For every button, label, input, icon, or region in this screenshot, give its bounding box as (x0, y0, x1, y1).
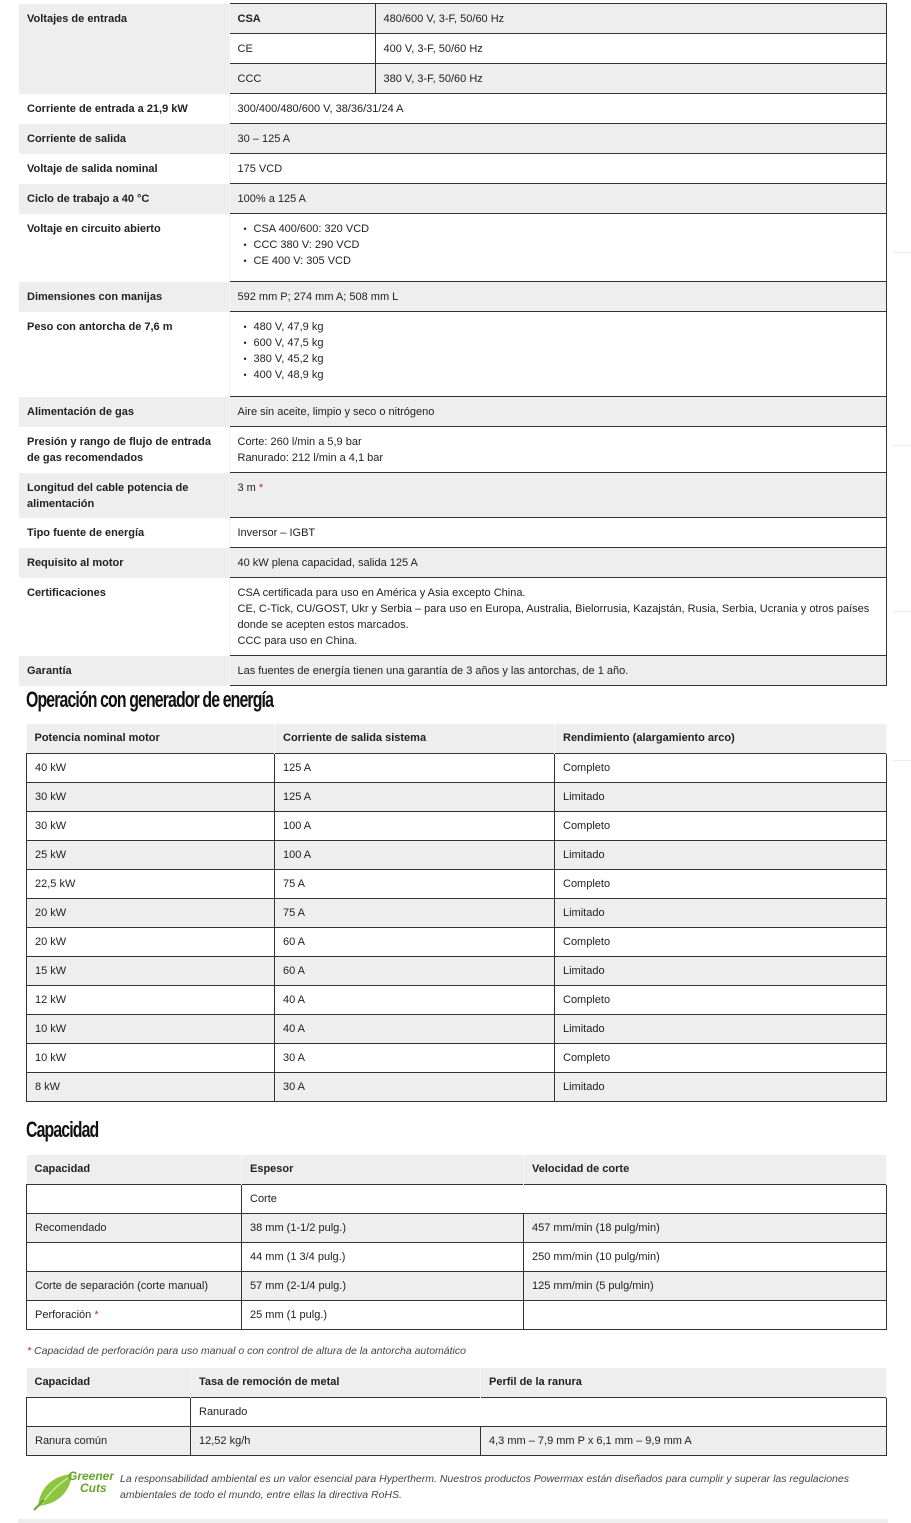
table-cell: Completo (555, 927, 887, 956)
table-header-row (27, 1368, 887, 1397)
table-cell: Limitado (555, 782, 887, 811)
table-cell: 30 kW (27, 782, 275, 811)
text-line: CSA certificada para uso en América y Asia excepto China. (237, 587, 526, 599)
column-header: Capacidad (27, 1155, 242, 1184)
table-cell: 22,5 kW (27, 869, 275, 898)
section-title-capacity: Capacidad (26, 1117, 99, 1142)
spec-value: 380 V, 3-F, 50/60 Hz (375, 64, 886, 94)
table-cell: 30 kW (27, 811, 275, 840)
table-row (27, 1043, 887, 1072)
spec-value: 40 kW plena capacidad, salida 125 A (229, 548, 886, 578)
column-header: Capacidad (27, 1368, 191, 1397)
table-cell: Recomendado (27, 1213, 242, 1242)
table-row (27, 1014, 887, 1043)
spec-label-power-type: Tipo fuente de energía (19, 518, 229, 548)
environmental-text: La responsabilidad ambiental es un valor esencial para Hypertherm. Nuestros productos Powermax están diseñados para cumplir y superar las regulaciones ambientales de todo el mundo, entre ellas la directiva RoHS. (120, 1473, 849, 1501)
spec-value-gas-pressure (229, 427, 886, 473)
table-cell: 38 mm (1-1/2 pulg.) (242, 1213, 524, 1242)
table-cell: Completo (555, 869, 887, 898)
table-section-row (27, 1397, 887, 1426)
divider (893, 611, 911, 612)
table-row (27, 1242, 887, 1271)
table-cell: 40 A (275, 1014, 555, 1043)
footnote (27, 1345, 466, 1357)
table-row (27, 985, 887, 1014)
spec-value: 592 mm P; 274 mm A; 508 mm L (229, 282, 886, 312)
spec-value: 300/400/480/600 V, 38/36/31/24 A (229, 94, 886, 124)
table-cell: 4,3 mm – 7,9 mm P x 6,1 mm – 9,9 mm A (481, 1426, 887, 1455)
table-cell: 40 A (275, 985, 555, 1014)
spec-value-weight (229, 312, 886, 397)
spec-label: Corriente de entrada a 21,9 kW (19, 94, 229, 124)
table-row (27, 869, 887, 898)
gouging-table (26, 1368, 887, 1456)
table-row (27, 1271, 887, 1300)
column-header: Potencia nominal motor (27, 724, 275, 753)
table-row (27, 782, 887, 811)
spec-value: Inversor – IGBT (229, 518, 886, 548)
table-cell: 25 mm (1 pulg.) (242, 1300, 524, 1329)
spec-label-open-circuit: Voltaje en circuito abierto (19, 214, 229, 282)
spec-label: Voltaje de salida nominal (19, 154, 229, 184)
table-row (27, 1213, 887, 1242)
table-cell: Completo (555, 753, 887, 782)
footnote-marker: * (27, 1345, 32, 1357)
table-row (27, 1426, 887, 1455)
table-cell: 10 kW (27, 1043, 275, 1072)
list-item: • CSA 400/600: 320 VCD (244, 221, 878, 237)
text-line: CE, C-Tick, CU/GOST, Ukr y Serbia – para uso en Europa, Australia, Bielorrusia, Kazajstán, Rusia, Serbia, Ucrania y otros países donde se acepten estos marcados. (237, 603, 870, 631)
table-cell: 30 A (275, 1043, 555, 1072)
spec-label: Ciclo de trabajo a 40 °C (19, 184, 229, 214)
spec-label-gas-supply: Alimentación de gas (19, 397, 229, 427)
list-item: • 480 V, 47,9 kg (244, 319, 878, 335)
table-row (27, 956, 887, 985)
section-label: Corte (242, 1184, 887, 1213)
spec-label-warranty: Garantía (19, 656, 229, 686)
table-cell: 12 kW (27, 985, 275, 1014)
list-item: • 380 V, 45,2 kg (244, 351, 878, 367)
environmental-note (30, 1466, 890, 1514)
footnote-text: Capacidad de perforación para uso manual o con control de altura de la antorcha automático (34, 1345, 466, 1357)
table-cell: 250 mm/min (10 pulg/min) (524, 1242, 887, 1271)
spec-value: Aire sin aceite, limpio y seco o nitrógeno (229, 397, 886, 427)
table-row (27, 753, 887, 782)
table-cell: Completo (555, 811, 887, 840)
generator-table (26, 724, 887, 1102)
svg-text:Cuts: Cuts (80, 1481, 107, 1495)
spec-value-cable-length (229, 473, 886, 518)
table-cell: Completo (555, 1043, 887, 1072)
text-line: Ranurado: 212 l/min a 4,1 bar (237, 452, 384, 464)
footnote-marker: * (258, 482, 264, 494)
list-item: • CCC 380 V: 290 VCD (244, 237, 878, 253)
table-row (27, 811, 887, 840)
specifications-table (19, 3, 887, 686)
spec-label: Corriente de salida (19, 124, 229, 154)
table-row (27, 840, 887, 869)
table-cell: Limitado (555, 840, 887, 869)
spec-value: 100% a 125 A (229, 184, 886, 214)
leaf-icon (30, 1466, 114, 1512)
svg-text:Greener: Greener (68, 1469, 114, 1483)
spec-label-cable-length: Longitud del cable potencia de alimentación (19, 473, 229, 518)
spec-value: 3 m (237, 482, 256, 494)
table-cell: 125 A (275, 753, 555, 782)
table-section-row (27, 1184, 887, 1213)
table-cell: 125 mm/min (5 pulg/min) (524, 1271, 887, 1300)
table-cell: Limitado (555, 956, 887, 985)
spec-standard: CCC (229, 64, 375, 94)
divider (893, 445, 911, 446)
list-item: • CE 400 V: 305 VCD (244, 253, 878, 269)
table-row (27, 927, 887, 956)
table-cell: 40 kW (27, 753, 275, 782)
spec-label-certifications: Certificaciones (19, 578, 229, 656)
column-header: Rendimiento (alargamiento arco) (555, 724, 887, 753)
table-cell (27, 1184, 242, 1213)
column-header: Perfil de la ranura (481, 1368, 887, 1397)
spec-label-dimensions: Dimensiones con manijas (19, 282, 229, 312)
cell-text: Perforación (35, 1308, 92, 1321)
table-cell: 15 kW (27, 956, 275, 985)
table-row (27, 1072, 887, 1101)
table-cell: 8 kW (27, 1072, 275, 1101)
table-cell: Limitado (555, 1072, 887, 1101)
table-cell: 75 A (275, 869, 555, 898)
column-header: Velocidad de corte (524, 1155, 887, 1184)
table-cell: 20 kW (27, 898, 275, 927)
table-cell (27, 1242, 242, 1271)
spec-label-motor-requirement: Requisito al motor (19, 548, 229, 578)
table-cell: 20 kW (27, 927, 275, 956)
spec-standard: CSA (229, 4, 375, 34)
spec-value: Las fuentes de energía tienen una garantía de 3 años y las antorchas, de 1 año. (229, 656, 886, 686)
table-cell: Limitado (555, 898, 887, 927)
table-cell: 44 mm (1 3/4 pulg.) (242, 1242, 524, 1271)
divider (893, 760, 911, 761)
table-cell: 457 mm/min (18 pulg/min) (524, 1213, 887, 1242)
table-cell: 125 A (275, 782, 555, 811)
table-cell (524, 1300, 887, 1329)
table-header-row (27, 724, 887, 753)
table-cell: Ranura común (27, 1426, 191, 1455)
table-cell (27, 1300, 242, 1329)
column-header: Espesor (242, 1155, 524, 1184)
greener-cuts-logo (30, 1466, 114, 1512)
section-label: Ranurado (191, 1397, 887, 1426)
table-cell: 60 A (275, 956, 555, 985)
table-cell (27, 1397, 191, 1426)
table-cell: Completo (555, 985, 887, 1014)
table-cell: 12,52 kg/h (191, 1426, 481, 1455)
capacity-table (26, 1155, 887, 1330)
spec-value: 400 V, 3-F, 50/60 Hz (375, 34, 886, 64)
text-line: CCC para uso en China. (237, 635, 358, 647)
table-header-row (27, 1155, 887, 1184)
text-line: Corte: 260 l/min a 5,9 bar (237, 436, 362, 448)
spec-value: 30 – 125 A (229, 124, 886, 154)
table-cell: 75 A (275, 898, 555, 927)
list-item: • 600 V, 47,5 kg (244, 335, 878, 351)
spec-standard: CE (229, 34, 375, 64)
table-cell: 30 A (275, 1072, 555, 1101)
spec-value-certifications (229, 578, 886, 656)
table-cell: 57 mm (2-1/4 pulg.) (242, 1271, 524, 1300)
divider (893, 252, 911, 253)
table-cell: 100 A (275, 811, 555, 840)
spec-label-gas-pressure: Presión y rango de flujo de entrada de gas recomendados (19, 427, 229, 473)
table-cell: 25 kW (27, 840, 275, 869)
section-title-generator: Operación con generador de energía (26, 687, 274, 712)
footer-divider (18, 1519, 888, 1523)
table-cell: 10 kW (27, 1014, 275, 1043)
table-cell: Corte de separación (corte manual) (27, 1271, 242, 1300)
spec-label-input-voltages: Voltajes de entrada (19, 4, 229, 94)
table-cell: Limitado (555, 1014, 887, 1043)
column-header: Tasa de remoción de metal (191, 1368, 481, 1397)
table-row (27, 898, 887, 927)
table-cell: 100 A (275, 840, 555, 869)
spec-value: 175 VCD (229, 154, 886, 184)
footnote-marker: * (94, 1308, 99, 1321)
column-header: Corriente de salida sistema (275, 724, 555, 753)
spec-label-weight: Peso con antorcha de 7,6 m (19, 312, 229, 397)
table-row (27, 1300, 887, 1329)
list-item: • 400 V, 48,9 kg (244, 367, 878, 383)
spec-value: 480/600 V, 3-F, 50/60 Hz (375, 4, 886, 34)
table-cell: 60 A (275, 927, 555, 956)
spec-value-open-circuit (229, 214, 886, 282)
